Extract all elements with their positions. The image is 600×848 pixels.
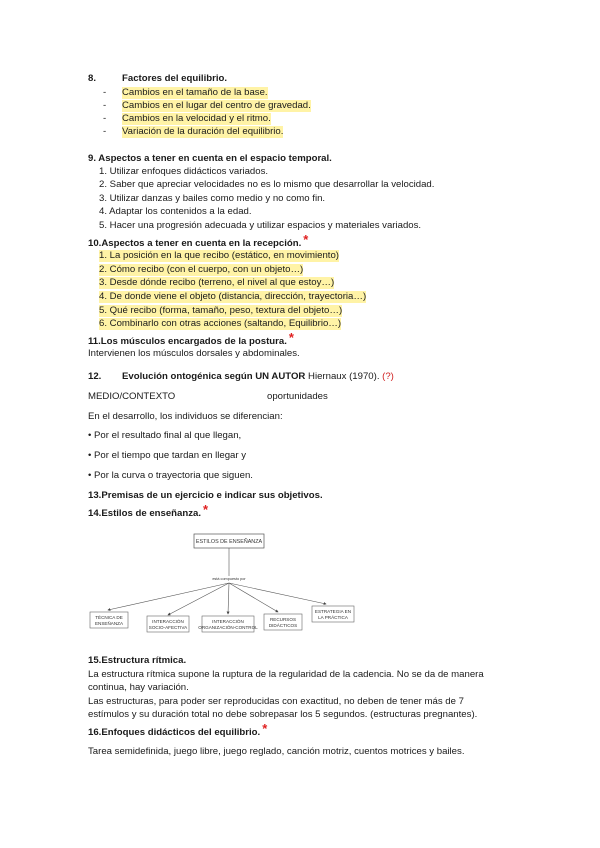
list-dash: - (103, 126, 107, 137)
paragraph-line: La estructura rítmica supone la ruptura de la regularidad de la cadencia. No se da de manera (88, 669, 484, 680)
diagram-child-label: LA PRÁCTICA (318, 615, 348, 620)
list-item-text: Cambios en el lugar del centro de gravedad. (122, 100, 311, 111)
section-12-author: Hiernaux (1970). (305, 371, 383, 382)
list-item-text: Cambios en el tamaño de la base. (122, 87, 268, 98)
paragraph-line: estímulos y su duración total no debe sobrepasar los 5 segundos. (estructuras pregnantes). (88, 709, 478, 720)
section-9-title: 9. Aspectos a tener en cuenta en el espacio temporal. (88, 153, 332, 164)
diagram-child-label: DIDÁCTICOS (268, 623, 298, 628)
section-11-text: Intervienen los músculos dorsales y abdominales. (88, 348, 300, 359)
section-14-title: 14.Estilos de enseñanza. (88, 508, 202, 519)
list-dash: - (103, 113, 107, 124)
section-8-number: 8. (88, 73, 97, 84)
list-item: 4. De donde viene el objeto (distancia, dirección, trayectoria…) (99, 291, 367, 302)
bullet-item: • Por la curva o trayectoria que siguen. (88, 470, 253, 481)
section-15-title: 15.Estructura rítmica. (88, 655, 187, 666)
diagram-child-label: ORGANIZACIÓN-CONTROL (198, 625, 258, 630)
section-16-text: Tarea semidefinida, juego libre, juego reglado, canción motriz, cuentos motrices y bailes. (88, 746, 465, 757)
list-item-text: Variación de la duración del equilibrio. (122, 126, 284, 137)
section-8-title: Factores del equilibrio. (122, 73, 228, 84)
diagram-root-label: ESTILOS DE ENSEÑANZA (195, 539, 263, 545)
list-item: 5. Qué recibo (forma, tamaño, peso, textura del objeto…) (99, 305, 343, 316)
star-mark: * (203, 502, 209, 517)
label-medio-contexto: MEDIO/CONTEXTO (88, 391, 176, 402)
diagram-child-label: RECURSOS (269, 617, 297, 622)
list-item: 1. Utilizar enfoques didácticos variados. (99, 166, 269, 177)
diagram-child-label: SOCIO-AFECTIVA (148, 625, 188, 630)
paragraph-line: Las estructuras, para poder ser reproducidas con exactitud, no deben de tener más de 7 (88, 696, 464, 707)
section-12-intro: En el desarrollo, los individuos se diferencian: (88, 411, 283, 422)
section-12-number: 12. (88, 371, 102, 382)
star-mark: * (262, 721, 268, 736)
section-16-title: 16.Enfoques didácticos del equilibrio. (88, 727, 261, 738)
list-item: 3. Desde dónde recibo (terreno, el nivel al que estoy…) (99, 277, 335, 288)
question-mark: (?) (382, 371, 394, 382)
diagram-child-label: ENSEÑANZA (94, 621, 124, 626)
star-mark: * (303, 232, 309, 247)
paragraph-line: continua, hay variación. (88, 682, 189, 693)
diagram-arrow (228, 583, 229, 614)
label-oportunidades: oportunidades (267, 391, 328, 402)
list-item: 5. Hacer una progresión adecuada y utilizar espacios y materiales variados. (99, 220, 422, 231)
section-16-heading (88, 721, 268, 739)
diagram-child-label: INTERACCIÓN (152, 619, 184, 624)
diagram-child-label: INTERACCIÓN (212, 619, 244, 624)
diagram-child-label: ESTRATEGIA EN (314, 609, 352, 614)
teaching-styles-diagram (88, 532, 358, 642)
diagram-child-label: TÉCNICA DE (95, 615, 123, 620)
list-item: 1. La posición en la que recibo (estático, en movimiento) (99, 250, 339, 261)
section-11-heading (88, 330, 294, 348)
diagram-arrow (168, 583, 229, 615)
diagram-arrow (108, 583, 229, 610)
bullet-item: • Por el tiempo que tardan en llegar y (88, 450, 247, 461)
diagram-arrow (229, 583, 326, 604)
list-item: 2. Cómo recibo (con el cuerpo, con un objeto…) (99, 264, 304, 275)
list-item: 4. Adaptar los contenidos a la edad. (99, 206, 252, 217)
list-item: 2. Saber que apreciar velocidades no es lo mismo que desarrollar la velocidad. (99, 179, 435, 190)
diagram-arrow (229, 583, 278, 612)
section-14-heading (88, 502, 209, 520)
list-item-text: Cambios en la velocidad y el ritmo. (122, 113, 271, 124)
list-item: 6. Combinarlo con otras acciones (saltando, Equilibrio…) (99, 318, 342, 329)
list-dash: - (103, 100, 107, 111)
section-12-title: Evolución ontogénica según UN AUTOR (122, 371, 306, 382)
list-item: 3. Utilizar danzas y bailes como medio y no como fin. (99, 193, 326, 204)
bullet-item: • Por el resultado final al que llegan, (88, 430, 242, 441)
list-dash: - (103, 87, 107, 98)
section-11-title: 11.Los músculos encargados de la postura. (88, 336, 287, 347)
section-12-heading (122, 371, 394, 383)
diagram-connector-label: está compuesto por (212, 577, 246, 581)
section-13-title: 13.Premisas de un ejercicio e indicar sus objetivos. (88, 490, 323, 501)
star-mark: * (288, 330, 294, 345)
section-10-title: 10.Aspectos a tener en cuenta en la recepción. (88, 238, 302, 249)
section-10-heading (88, 232, 309, 250)
